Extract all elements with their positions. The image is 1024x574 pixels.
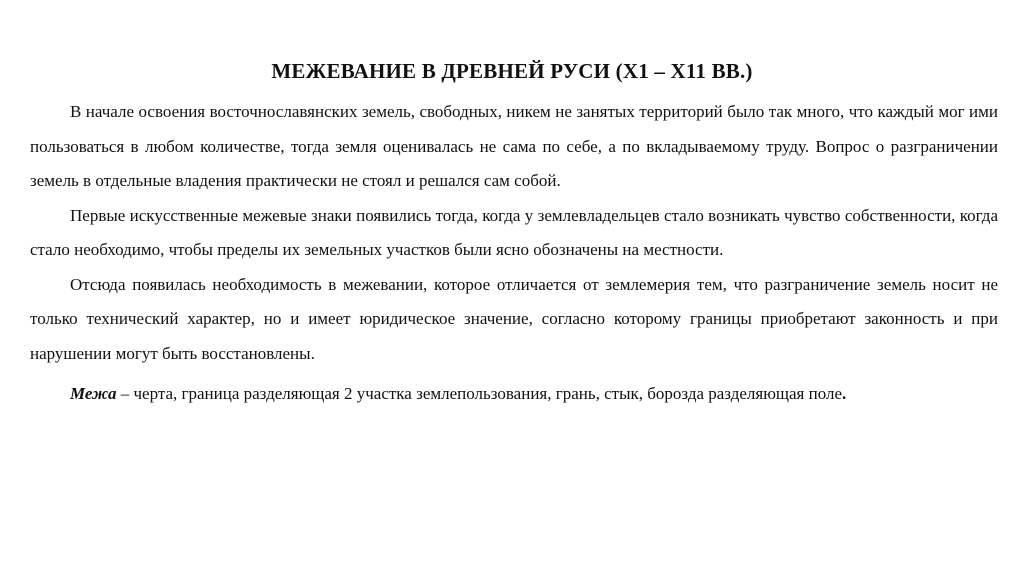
paragraph-boundary-marks: Первые искусственные межевые знаки появились тогда, когда у землевладельцев стало возникать чувство собственности, когда стало необходимо, чтобы пределы их земельных участков были ясно обозначены на местности. [30,205,998,259]
definition-dash: – [116,384,134,403]
definition-mezha [30,377,998,412]
paragraph-surveying-necessity: Отсюда появилась необходимость в межевании, которое отличается от землемерия тем, что разграничение земель носит не только технический характер, но и имеет юридическое значение, согласно которому границы приобретают законность и при нарушении могут быть восстановлены. [30,274,998,363]
definition-text: черта, граница разделяющая 2 участка землепользования, грань, стык, борозда разделяющая поле [133,384,843,403]
slide-title: МЕЖЕВАНИЕ В ДРЕВНЕЙ РУСИ (X1 – X11 ВВ.) [271,59,753,83]
paragraph-land-settlement: В начале освоения восточнославянских земель, свободных, никем не занятых территорий было так много, что каждый мог ими пользоваться в любом количестве, тогда земля оценивалась не сама по себе, а по вкладываемому труду. Вопрос о разграничении земель в отдельные владения практически не стоял и решался сам собой. [30,102,998,190]
slide-body [30,95,998,412]
definition-period: . [842,384,847,403]
definition-term: Межа [70,384,117,403]
